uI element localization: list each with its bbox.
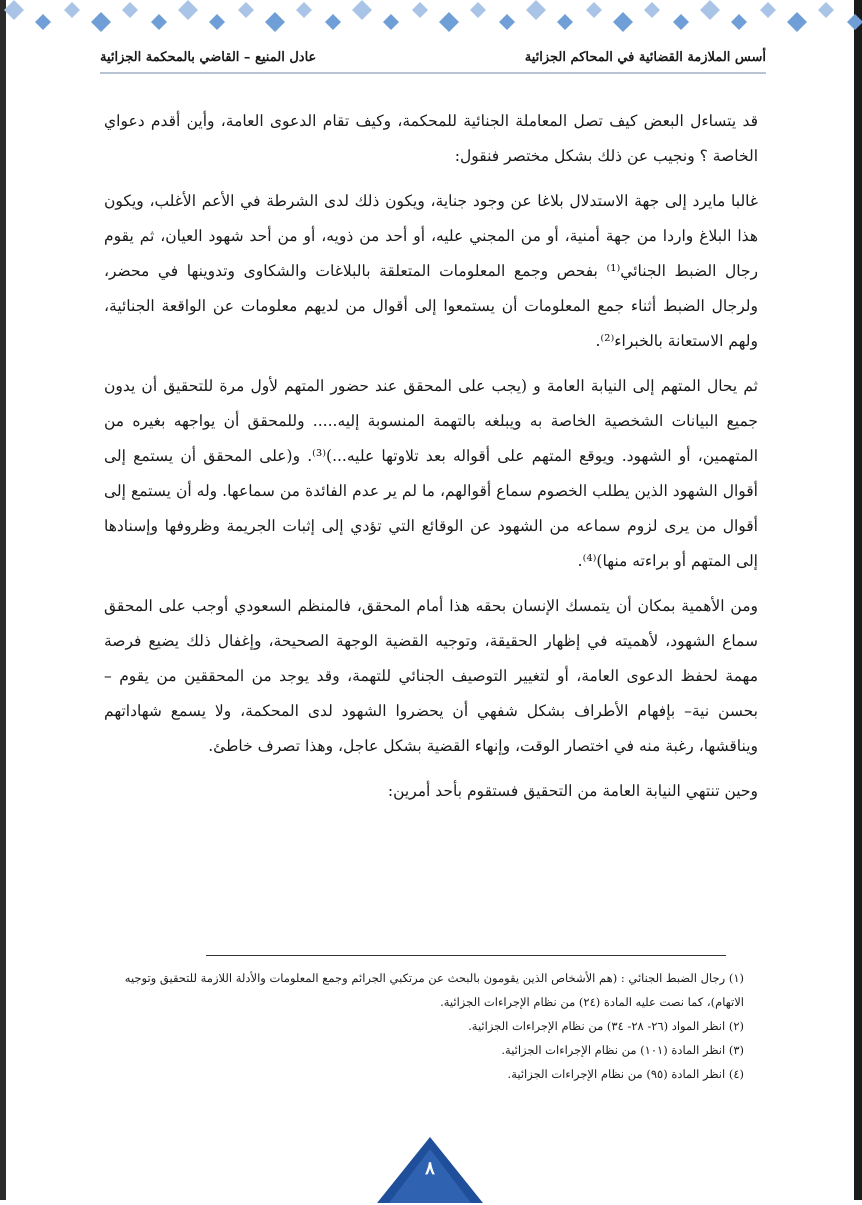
diamond-ornament: [383, 14, 399, 30]
page-number: ٨: [425, 1158, 435, 1179]
diamond-ornament: [700, 0, 720, 20]
diamond-ornament: [731, 14, 747, 30]
diamond-ornament: [499, 14, 515, 30]
author-line: عادل المنيع – القاضي بالمحكمة الجزائية: [100, 49, 317, 65]
page-left-edge: [0, 0, 6, 1200]
footnote-2: (٢) انظر المواد (٢٦- ٢٨- ٣٤) من نظام الإجراءات الجزائية.: [468, 1019, 744, 1033]
diamond-ornament: [847, 14, 862, 30]
page-right-edge: [854, 0, 862, 1200]
diamond-ornament: [760, 2, 776, 18]
book-title: أسس الملازمة القضائية في المحاكم الجزائية: [524, 49, 766, 65]
diamond-ornament: [557, 14, 573, 30]
diamond-ornament: [470, 2, 486, 18]
diamond-ornament: [325, 14, 341, 30]
paragraph-4: ومن الأهمية بمكان أن يتمسك الإنسان بحقه هذا أمام المحقق، فالمنظم السعودي أوجب على المحقق سماع الشهود، لأهميته في إظهار الحقيقة، وتوجيه القضية الوجهة الصحيحة، وإغفال ذلك يضيع فرصة مهمة لحفظ الدعوى العامة، أو لتغيير التوصيف الجنائي للتهمة، وقد يوجد من المحققين من يقوم –بحسن نية– بإفهام الأطراف بشكل شفهي أن يحضروا الشهود لدى المحكمة، ولا يسمع شهاداتهم ويناقشها، رغبة منه في اختصار الوقت، وإنهاء القضية بشكل عاجل، وهذا تصرف خاطئ.: [104, 597, 758, 755]
diamond-ornament: [439, 12, 459, 32]
diamond-ornament: [4, 0, 24, 20]
diamond-ornament: [296, 2, 312, 18]
diamond-ornament: [586, 2, 602, 18]
footnote-4: (٤) انظر المادة (٩٥) من نظام الإجراءات الجزائية.: [507, 1067, 744, 1081]
header-diamond-pattern: [0, 0, 862, 40]
diamond-ornament: [526, 0, 546, 20]
diamond-ornament: [644, 2, 660, 18]
diamond-ornament: [178, 0, 198, 20]
diamond-ornament: [613, 12, 633, 32]
diamond-ornament: [352, 0, 372, 20]
diamond-ornament: [122, 2, 138, 18]
diamond-ornament: [818, 2, 834, 18]
paragraph-5: وحين تنتهي النيابة العامة من التحقيق فستقوم بأحد أمرين:: [387, 782, 758, 800]
paragraph-1: قد يتساءل البعض كيف تصل المعاملة الجنائية للمحكمة، وكيف تقام الدعوى العامة، وأين أقدم دعواي الخاصة ؟ ونجيب عن ذلك بشكل مختصر فنقول:: [104, 112, 758, 165]
diamond-ornament: [787, 12, 807, 32]
diamond-ornament: [265, 12, 285, 32]
diamond-ornament: [151, 14, 167, 30]
diamond-ornament: [91, 12, 111, 32]
main-text: [104, 104, 758, 819]
footnote-divider: [206, 955, 726, 956]
footnotes: [104, 966, 744, 1086]
diamond-ornament: [64, 2, 80, 18]
paragraph-2: غالبا مايرد إلى جهة الاستدلال بلاغا عن وجود جناية، ويكون ذلك لدى الشرطة في الأعم الأغلب، ويكون هذا البلاغ واردا من جهة أمنية، أو من المجني عليه، أو أحد من ذويه، أو من أحد شهود العيان، ثم يقوم رجال الضبط الجنائي⁽¹⁾ بفحص وجمع المعلومات المتعلقة بالبلاغات والشكاوى وتدوينها في محضر، ولرجال الضبط أثناء جمع المعلومات أن يستمعوا إلى أقوال من لديهم معلومات عن الواقعة الجنائية، ولهم الاستعانة بالخبراء⁽²⁾.: [104, 192, 758, 350]
running-header: [100, 42, 766, 74]
footnote-3: (٣) انظر المادة (١٠١) من نظام الإجراءات الجزائية.: [501, 1043, 744, 1057]
paragraph-3: ثم يحال المتهم إلى النيابة العامة و (يجب على المحقق عند حضور المتهم لأول مرة للتحقيق أن يدون جميع البيانات الشخصية الخاصة به ويبلغه بالتهمة المنسوبة إليه..... وللمحقق أن يواجهه بغيره من المتهمين، أو الشهود. ويوقع المتهم على أقواله بعد تلاوتها عليه...)⁽³⁾. و(على المحقق أن يستمع إلى أقوال الشهود الذين يطلب الخصوم سماع أقوالهم، ما لم ير عدم الفائدة من سماعها. وله أن يستمع إلى أقوال من يرى لزوم سماعه من الشهود عن الوقائع التي تؤدي إلى إثبات الجريمة وظروفها وإسنادها إلى المتهم أو براءته منها)⁽⁴⁾.: [104, 377, 758, 570]
diamond-ornament: [412, 2, 428, 18]
diamond-ornament: [673, 14, 689, 30]
footnote-1: (١) رجال الضبط الجنائي : (هم الأشخاص الذين يقومون بالبحث عن مرتكبي الجرائم وجمع المعلومات والأدلة اللازمة للتحقيق وتوجيه الاتهام)، كما نصت عليه المادة (٢٤) من نظام الإجراءات الجزائية.: [124, 971, 744, 1009]
diamond-ornament: [35, 14, 51, 30]
diamond-ornament: [209, 14, 225, 30]
diamond-ornament: [238, 2, 254, 18]
